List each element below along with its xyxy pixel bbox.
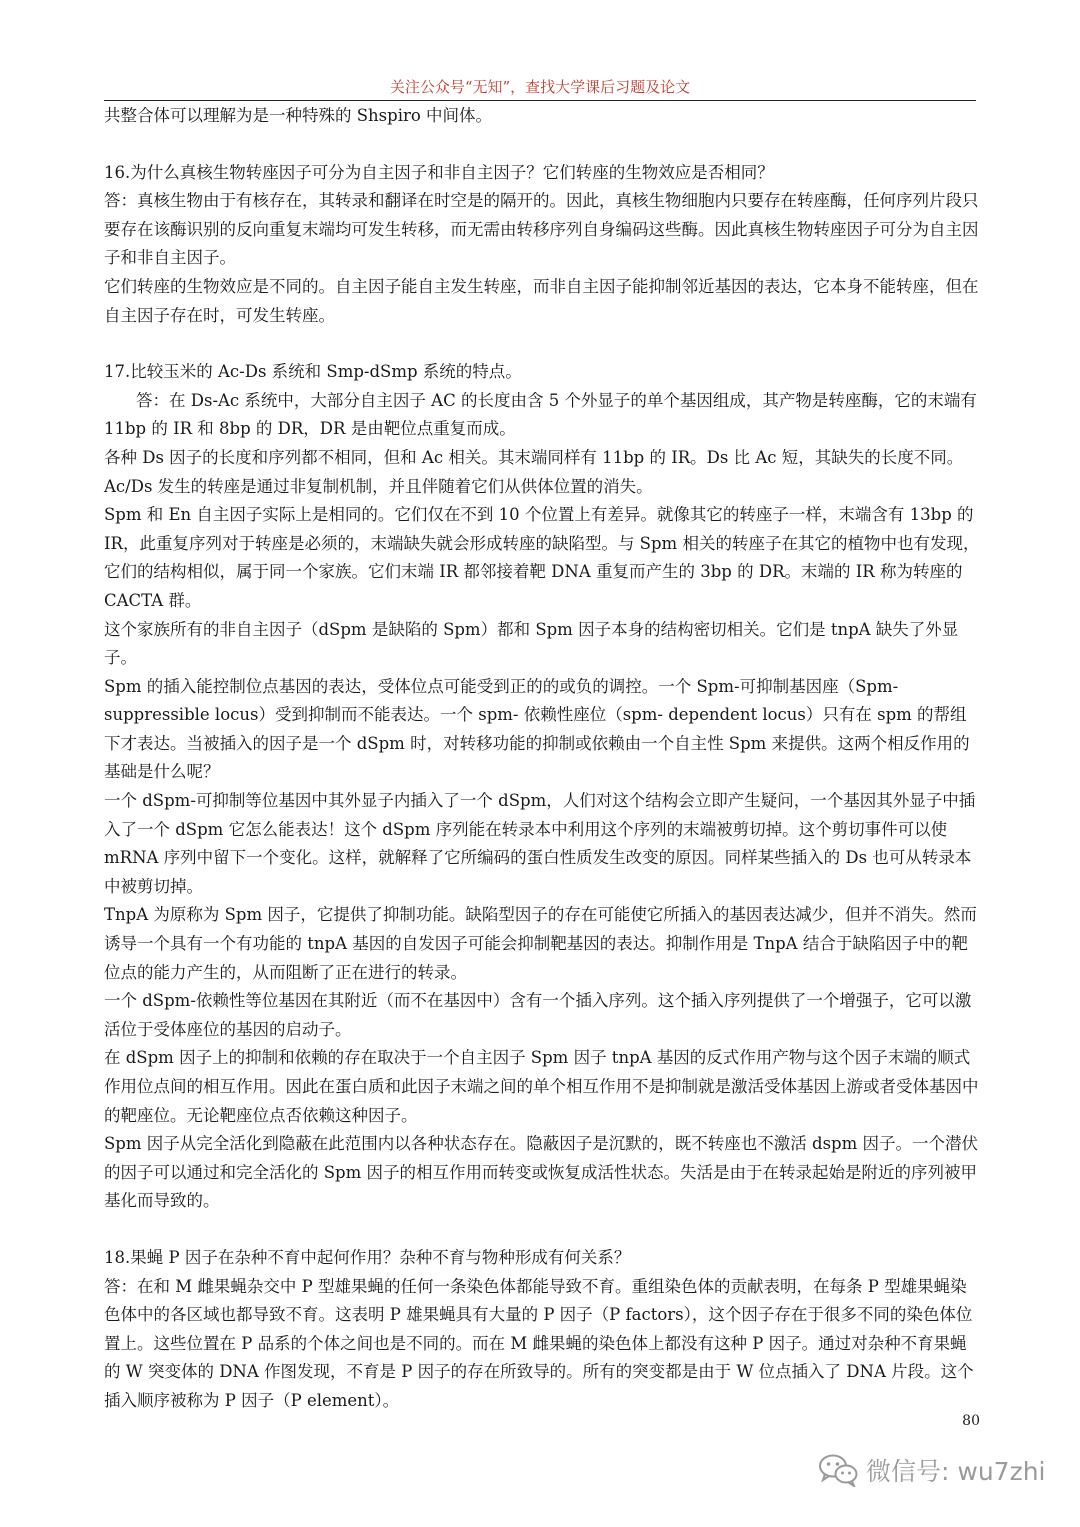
answer-paragraph: 一个 dSpm-依赖性等位基因在其附近（而不在基因中）含有一个插入序列。这个插入序列提供了一个增强子，它可以激活位于受体座位的基因的启动子。 [104, 991, 972, 1039]
answer-paragraph: Spm 因子从完全活化到隐蔽在此范围内以各种状态存在。隐蔽因子是沉默的，既不转座也不激活 dspm 因子。一个潜伏的因子可以通过和完全活化的 Spm 因子的相互作用而转变或恢复成活性状态。失活是由于在转录起始是附近的序列被甲基化而导致的。 [104, 1134, 978, 1211]
answer-paragraph: 一个 dSpm-可抑制等位基因中其外显子内插入了一个 dSpm，人们对这个结构会立即产生疑问，一个基因其外显子中插入了一个 dSpm 它怎么能表达！这个 dSpm 序列能在转录本中利用这个序列的末端被剪切掉。这个剪切事件可以使 mRNA 序列中留下一个变化。这样，就解释了它所编码的蛋白性质发生改变的原因。同样某些插入的 Ds 也可从转录本中被剪切掉。 [104, 791, 976, 896]
page-number: 80 [962, 1413, 980, 1429]
answer-paragraph: 各种 Ds 因子的长度和序列都不相同，但和 Ac 相关。其末端同样有 11bp 的 IR。Ds 比 Ac 短，其缺失的长度不同。Ac/Ds 发生的转座是通过非复制机制，并且伴随着它们从供体位置的消失。 [104, 447, 964, 496]
answer-paragraph: 答：在 Ds-Ac 系统中，大部分自主因子 AC 的长度由含 5 个外显子的单个基因组成，其产物是转座酶，它的末端有 11bp 的 IR 和 8bp 的 DR，DR 是由靶位点重复而成。 [104, 390, 977, 439]
watermark [818, 1445, 1045, 1495]
watermark-label: 微信号: wu7zhi [866, 1457, 1046, 1486]
answer-paragraph: 它们转座的生物效应是不同的。自主因子能自主发生转座，而非自主因子能抑制邻近基因的表达，它本身不能转座，但在自主因子存在时，可发生转座。 [104, 276, 979, 325]
wechat-icon [818, 1453, 858, 1487]
document-body [104, 102, 982, 1416]
question-17: 17.比较玉米的 Ac-Ds 系统和 Smp-dSmp 系统的特点。 [104, 362, 522, 382]
question-18: 18.果蝇 P 因子在杂种不育中起何作用？杂种不育与物种形成有何关系？ [104, 1247, 631, 1267]
answer-paragraph: 在 dSpm 因子上的抑制和依赖的存在取决于一个自主因子 Spm 因子 tnpA 基因的反式作用产物与这个因子末端的顺式作用位点间的相互作用。因此在蛋白质和此因子末端之间的单个相互作用不是抑制就是激活受体基因上游或者受体基因中的靶座位。无论靶座位点否依赖这种因子。 [104, 1048, 979, 1125]
answer-paragraph: Spm 和 En 自主因子实际上是相同的。它们仅在不到 10 个位置上有差异。就像其它的转座子一样，末端含有 13bp 的 IR，此重复序列对于转座是必须的，末端缺失就会形成转座的缺陷型。与 Spm 相关的转座子在其它的植物中也有发现，它们的结构相似，属于同一个家族。它们末端 IR 都邻接着靶 DNA 重复而产生的 3bp 的 DR。末端的 IR 称为转座的 CACTA 群。 [104, 505, 980, 610]
page-header: 关注公众号“无知”，查找大学课后习题及论文 [389, 78, 691, 96]
answer-paragraph: 答：真核生物由于有核存在，其转录和翻译在时空是的隔开的。因此，真核生物细胞内只要存在转座酶，任何序列片段只要存在该酶识别的反向重复末端均可发生转移，而无需由转移序列自身编码这些酶。因此真核生物转座因子可分为自主因子和非自主因子。 [104, 191, 979, 268]
answer-paragraph: 这个家族所有的非自主因子（dSpm 是缺陷的 Spm）都和 Spm 因子本身的结构密切相关。它们是 tnpA 缺失了外显子。 [104, 619, 959, 668]
paragraph: 共整合体可以理解为是一种特殊的 Shspiro 中间体。 [104, 106, 493, 125]
header-divider [104, 100, 976, 101]
answer-paragraph: Spm 的插入能控制位点基因的表达，受体位点可能受到正的的或负的调控。一个 Spm-可抑制基因座（Spm-suppressible locus）受到抑制而不能表达。一个 spm- 依赖性座位（spm- dependent locus）只有在 spm 的帮组下才表达。当被插入的因子是一个 dSpm 时，对转移功能的抑制或依赖由一个自主性 Spm 来提供。这两个相反作用的基础是什么呢？ [104, 676, 970, 782]
answer-paragraph: 答：在和 M 雌果蝇杂交中 P 型雄果蝇的任何一条染色体都能导致不育。重组染色体的贡献表明，在每条 P 型雄果蝇染色体中的各区域也都导致不育。这表明 P 雄果蝇具有大量的 P 因子（P factors），这个因子存在于很多不同的染色体位置上。这些位置在 P 品系的个体之间也是不同的。而在 M 雌果蝇的染色体上都没有这种 P 因子。通过对杂种不育果蝇的 W 突变体的 DNA 作图发现，不育是 P 因子的存在所致导的。所有的突变都是由于 W 位点插入了 DNA 片段。这个插入顺序被称为 P 因子（P element）。 [104, 1276, 974, 1410]
answer-paragraph: TnpA 为原称为 Spm 因子，它提供了抑制功能。缺陷型因子的存在可能使它所插入的基因表达减少，但并不消失。然而诱导一个具有一个有功能的 tnpA 基因的自发因子可能会抑制靶基因的表达。抑制作用是 TnpA 结合于缺陷因子中的靶位点的能力产生的，从而阻断了正在进行的转录。 [104, 905, 977, 982]
question-16: 16.为什么真核生物转座因子可分为自主因子和非自主因子？它们转座的生物效应是否相同？ [104, 162, 774, 182]
